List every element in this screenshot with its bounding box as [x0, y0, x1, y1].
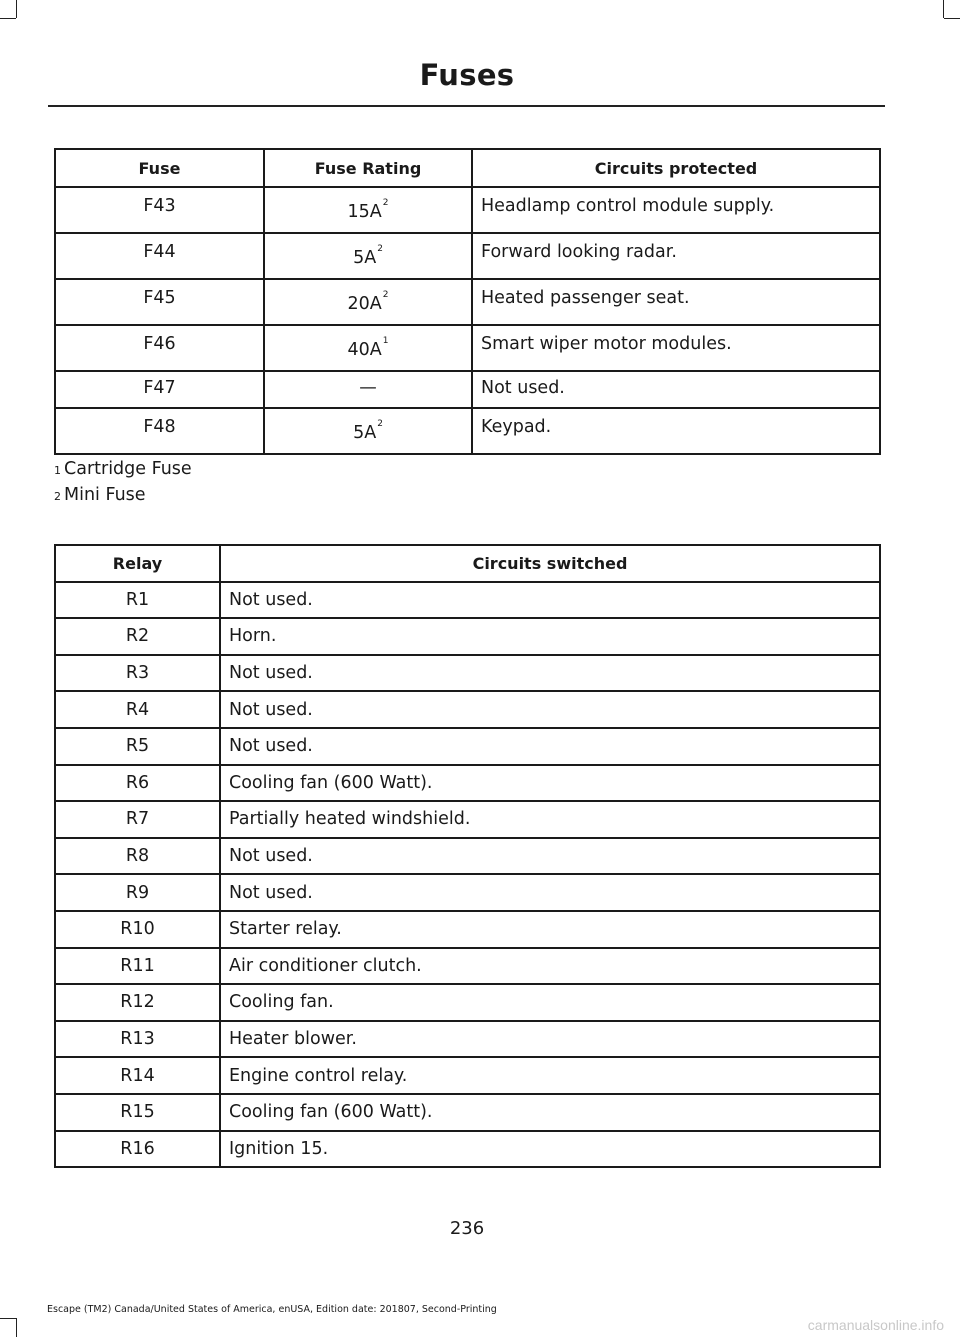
table-row	[55, 874, 880, 911]
circuit-switched: Horn.	[220, 618, 880, 655]
relay-id: R14	[55, 1057, 220, 1094]
circuit-description: Keypad.	[472, 408, 880, 454]
fuse-id: F43	[55, 187, 264, 233]
table-row	[55, 371, 880, 408]
relay-id: R6	[55, 765, 220, 802]
fuse-id: F44	[55, 233, 264, 279]
circuit-switched: Partially heated windshield.	[220, 801, 880, 838]
fuse-id: F47	[55, 371, 264, 408]
circuit-switched: Engine control relay.	[220, 1057, 880, 1094]
circuit-switched: Not used.	[220, 838, 880, 875]
table-row	[55, 838, 880, 875]
footnote-ref: 2	[382, 198, 389, 208]
table-row	[55, 187, 880, 233]
footnote	[54, 456, 192, 482]
fuse-rating	[264, 187, 472, 233]
column-header-relay: Relay	[55, 545, 220, 582]
circuit-switched: Not used.	[220, 582, 880, 619]
circuit-switched: Cooling fan.	[220, 984, 880, 1021]
relay-id: R10	[55, 911, 220, 948]
footnote-text: Cartridge Fuse	[64, 459, 192, 479]
circuit-description: Not used.	[472, 371, 880, 408]
table-row	[55, 233, 880, 279]
footnote	[54, 482, 192, 508]
table-row	[55, 1057, 880, 1094]
relay-id: R5	[55, 728, 220, 765]
table-row	[55, 582, 880, 619]
circuit-switched: Not used.	[220, 655, 880, 692]
circuit-switched: Not used.	[220, 728, 880, 765]
table-row	[55, 801, 880, 838]
crop-mark	[0, 18, 16, 19]
relay-id: R13	[55, 1021, 220, 1058]
footnote-mark: 2	[54, 490, 61, 503]
fuse-id: F48	[55, 408, 264, 454]
circuit-description: Heated passenger seat.	[472, 279, 880, 325]
table-row	[55, 1021, 880, 1058]
footnote-ref: 2	[377, 244, 383, 254]
footnote-text: Mini Fuse	[64, 485, 146, 505]
circuit-switched: Not used.	[220, 874, 880, 911]
title-divider	[48, 105, 885, 107]
table-row	[55, 408, 880, 454]
table-row	[55, 1094, 880, 1131]
relay-id: R15	[55, 1094, 220, 1131]
footnote-ref: 2	[382, 290, 389, 300]
crop-mark	[943, 0, 944, 18]
page-number: 236	[449, 1218, 485, 1239]
crop-mark	[16, 1318, 17, 1337]
column-header-fuse-rating: Fuse Rating	[264, 149, 472, 187]
footnote-ref: 2	[377, 419, 383, 429]
relay-id: R9	[55, 874, 220, 911]
relay-id: R16	[55, 1131, 220, 1168]
table-row	[55, 618, 880, 655]
footnotes	[54, 456, 192, 508]
fuse-rating	[264, 371, 472, 408]
fuse-rating-value: 40A	[347, 340, 382, 360]
crop-mark	[944, 18, 960, 19]
table-row	[55, 911, 880, 948]
fuse-rating-value: 5A	[353, 423, 377, 443]
fuse-id: F46	[55, 325, 264, 371]
table-row	[55, 1131, 880, 1168]
crop-mark	[16, 0, 17, 18]
circuit-switched: Not used.	[220, 691, 880, 728]
relay-id: R2	[55, 618, 220, 655]
relay-id: R11	[55, 948, 220, 985]
table-header-row	[55, 149, 880, 187]
table-row	[55, 765, 880, 802]
table-header-row	[55, 545, 880, 582]
table-row	[55, 325, 880, 371]
relay-id: R12	[55, 984, 220, 1021]
table-row	[55, 948, 880, 985]
table-row	[55, 691, 880, 728]
page-title: Fuses	[419, 58, 515, 92]
footnote-ref: 1	[382, 336, 389, 346]
fuse-rating-value: 5A	[353, 248, 377, 268]
table-row	[55, 728, 880, 765]
crop-mark	[0, 1318, 16, 1319]
column-header-fuse: Fuse	[55, 149, 264, 187]
circuit-switched: Starter relay.	[220, 911, 880, 948]
circuit-switched: Ignition 15.	[220, 1131, 880, 1168]
fuse-rating-value: —	[359, 378, 377, 398]
column-header-circuits-switched: Circuits switched	[220, 545, 880, 582]
footnote-mark: 1	[54, 464, 61, 477]
fuse-table	[54, 148, 881, 455]
relay-id: R3	[55, 655, 220, 692]
fuse-id: F45	[55, 279, 264, 325]
edition-footer: Escape (TM2) Canada/United States of America, enUSA, Edition date: 201807, Second-Printing	[47, 1304, 497, 1315]
column-header-circuits-protected: Circuits protected	[472, 149, 880, 187]
table-row	[55, 279, 880, 325]
fuse-rating-value: 15A	[347, 202, 382, 222]
fuse-rating	[264, 325, 472, 371]
circuit-switched: Heater blower.	[220, 1021, 880, 1058]
table-row	[55, 655, 880, 692]
table-row	[55, 984, 880, 1021]
relay-id: R7	[55, 801, 220, 838]
circuit-switched: Air conditioner clutch.	[220, 948, 880, 985]
fuse-rating	[264, 408, 472, 454]
fuse-rating	[264, 233, 472, 279]
circuit-switched: Cooling fan (600 Watt).	[220, 1094, 880, 1131]
watermark: carmanualsonline.info	[807, 1317, 944, 1333]
fuse-rating-value: 20A	[347, 294, 382, 314]
circuit-description: Smart wiper motor modules.	[472, 325, 880, 371]
relay-table	[54, 544, 881, 1168]
relay-id: R8	[55, 838, 220, 875]
relay-table-body	[55, 582, 880, 1168]
fuse-rating	[264, 279, 472, 325]
circuit-description: Headlamp control module supply.	[472, 187, 880, 233]
relay-id: R1	[55, 582, 220, 619]
relay-id: R4	[55, 691, 220, 728]
circuit-description: Forward looking radar.	[472, 233, 880, 279]
circuit-switched: Cooling fan (600 Watt).	[220, 765, 880, 802]
